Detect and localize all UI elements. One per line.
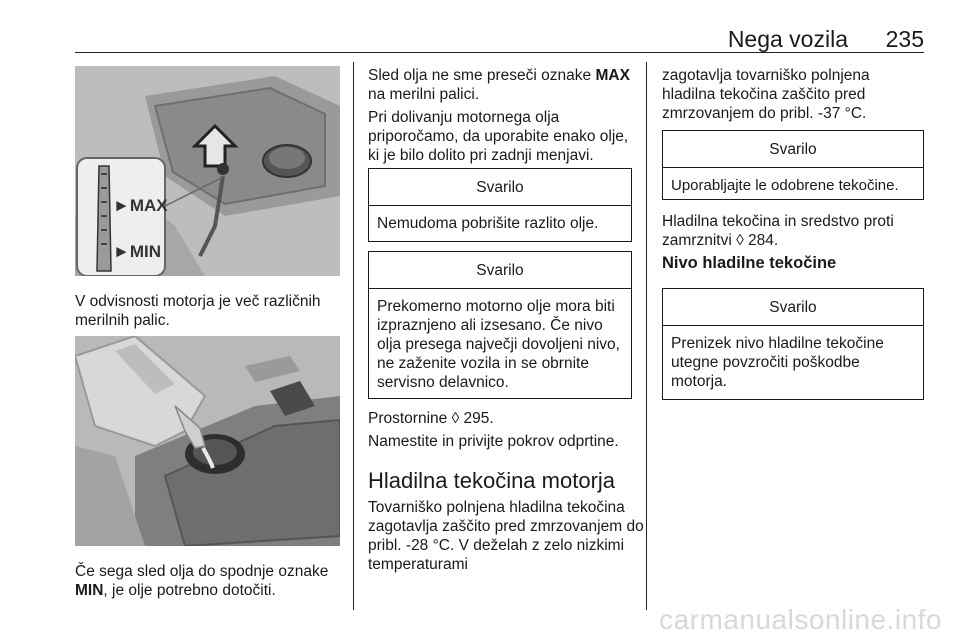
watermark: carmanualsonline.info (659, 604, 942, 635)
min-mark-text (75, 562, 347, 600)
max-text-bold: MAX (595, 67, 630, 84)
warning-body: Prekomerno motorno olje mora biti izpraznjeno ali izsesano. Če nivo olja presega največji dovoljeni nivo, ne zaženite vozila in se obrnite servisno delavnico. (377, 298, 620, 391)
section-heading-coolant: Hladilna tekočina motorja (368, 468, 616, 493)
warning-box-spilled-oil (368, 168, 632, 242)
page-header-title: Nega vozila (727, 26, 848, 52)
column-divider-1 (353, 62, 354, 610)
coolant-factory-fill-text: Tovarniško polnjena hladilna tekočina zagotavlja zaščito pred zmrzovanjem do pribl. -28 °C. V deželah z zelo nizkimi temperaturami (368, 499, 644, 573)
oil-topup-advice-text: Pri dolivanju motornega olja priporočamo, da uporabite enako olje, ki je bilo dolito pri zadnji menjavi. (368, 109, 629, 164)
warning-box-approved-fluids (662, 130, 924, 200)
oil-filling-figure (75, 336, 340, 546)
dipstick-max-label: ►MAX (113, 196, 168, 215)
dipstick-variants-text: V odvisnosti motorja je več različnih merilnih palic. (75, 293, 321, 329)
warning-box-excess-oil (368, 251, 632, 399)
page-number: 235 (885, 26, 924, 52)
dipstick-min-label: ►MIN (113, 242, 161, 261)
warning-box-low-coolant (662, 288, 924, 400)
min-text-pre: Če sega sled olja do spodnje oznake (75, 563, 329, 580)
max-text-post: na merilni palici. (368, 86, 480, 103)
coolant-continuation-text: zagotavlja tovarniško polnjena hladilna tekočina zaščito pred zmrzovanjem do pribl. -37 °C. (662, 67, 870, 122)
min-text-post: , je olje potrebno dotočiti. (103, 582, 276, 599)
warning-body: Uporabljajte le odobrene tekočine. (671, 177, 899, 194)
cap-install-text: Namestite in privijte pokrov odprtine. (368, 433, 619, 450)
dipstick-figure (75, 66, 340, 276)
max-text-pre: Sled olja ne sme preseči oznake (368, 67, 596, 84)
warning-title: Svarilo (369, 252, 631, 289)
warning-title: Svarilo (663, 131, 923, 168)
subheading-coolant-level: Nivo hladilne tekočine (662, 254, 837, 272)
warning-body: Prenizek nivo hladilne tekočine utegne povzročiti poškodbe motorja. (671, 335, 884, 390)
column-divider-2 (646, 62, 647, 610)
max-mark-text (368, 66, 640, 104)
warning-body: Nemudoma pobrišite razlito olje. (377, 215, 599, 232)
header-rule (75, 52, 924, 53)
warning-title: Svarilo (369, 169, 631, 206)
antifreeze-reference: Hladilna tekočina in sredstvo proti zamrznitvi ◊ 284. (662, 213, 894, 249)
warning-title: Svarilo (663, 289, 923, 326)
min-text-bold: MIN (75, 582, 104, 599)
oil-filling-illustration (75, 336, 340, 546)
capacities-reference: Prostornine ◊ 295. (368, 410, 494, 427)
